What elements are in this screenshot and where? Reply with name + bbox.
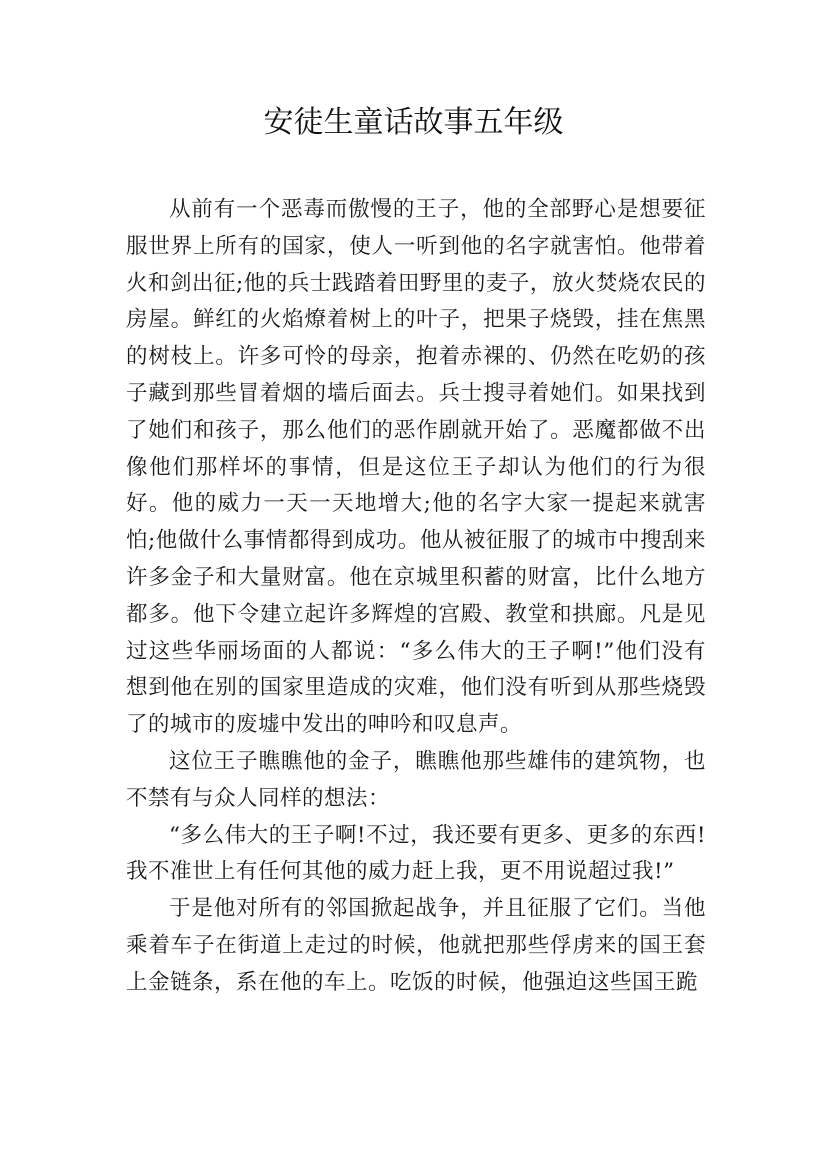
paragraph: 从前有一个恶毒而傲慢的王子，他的全部野心是想要征服世界上所有的国家，使人一听到他的名字就害怕。他带着火和剑出征;他的兵士践踏着田野里的麦子，放火焚烧农民的房屋。鲜红的火焰燎着树上的叶子，把果子烧毁，挂在焦黑的树枝上。许多可怜的母亲，抱着赤裸的、仍然在吃奶的孩子藏到那些冒着烟的墙后面去。兵士搜寻着她们。如果找到了她们和孩子，那么他们的恶作剧就开始了。恶魔都做不出像他们那样坏的事情，但是这位王子却认为他们的行为很好。他的威力一天一天地增大;他的名字大家一提起来就害怕;他做什么事情都得到成功。他从被征服了的城市中搜刮来许多金子和大量财富。他在京城里积蓄的财富，比什么地方都多。他下令建立起许多辉煌的宫殿、教堂和拱廊。凡是见过这些华丽场面的人都说：“多么伟大的王子啊!”他们没有想到他在别的国家里造成的灾难，他们没有听到从那些烧毁了的城市的废墟中发出的呻吟和叹息声。 bbox=[126, 197, 706, 738]
paragraph: 于是他对所有的邻国掀起战争，并且征服了它们。当他乘着车子在街道上走过的时候，他就把那些俘虏来的国王套上金链条，系在他的车上。吃饭的时候，他强迫这些国王跪 bbox=[126, 896, 706, 995]
paragraph: 这位王子瞧瞧他的金子，瞧瞧他那些雄伟的建筑物，也不禁有与众人同样的想法： bbox=[126, 748, 706, 811]
document-title: 安徒生童话故事五年级 bbox=[263, 105, 564, 140]
paragraph: “多么伟大的王子啊!不过，我还要有更多、更多的东西!我不准世上有任何其他的威力赶上我，更不用说超过我!” bbox=[126, 822, 706, 885]
document-body bbox=[126, 192, 706, 1002]
